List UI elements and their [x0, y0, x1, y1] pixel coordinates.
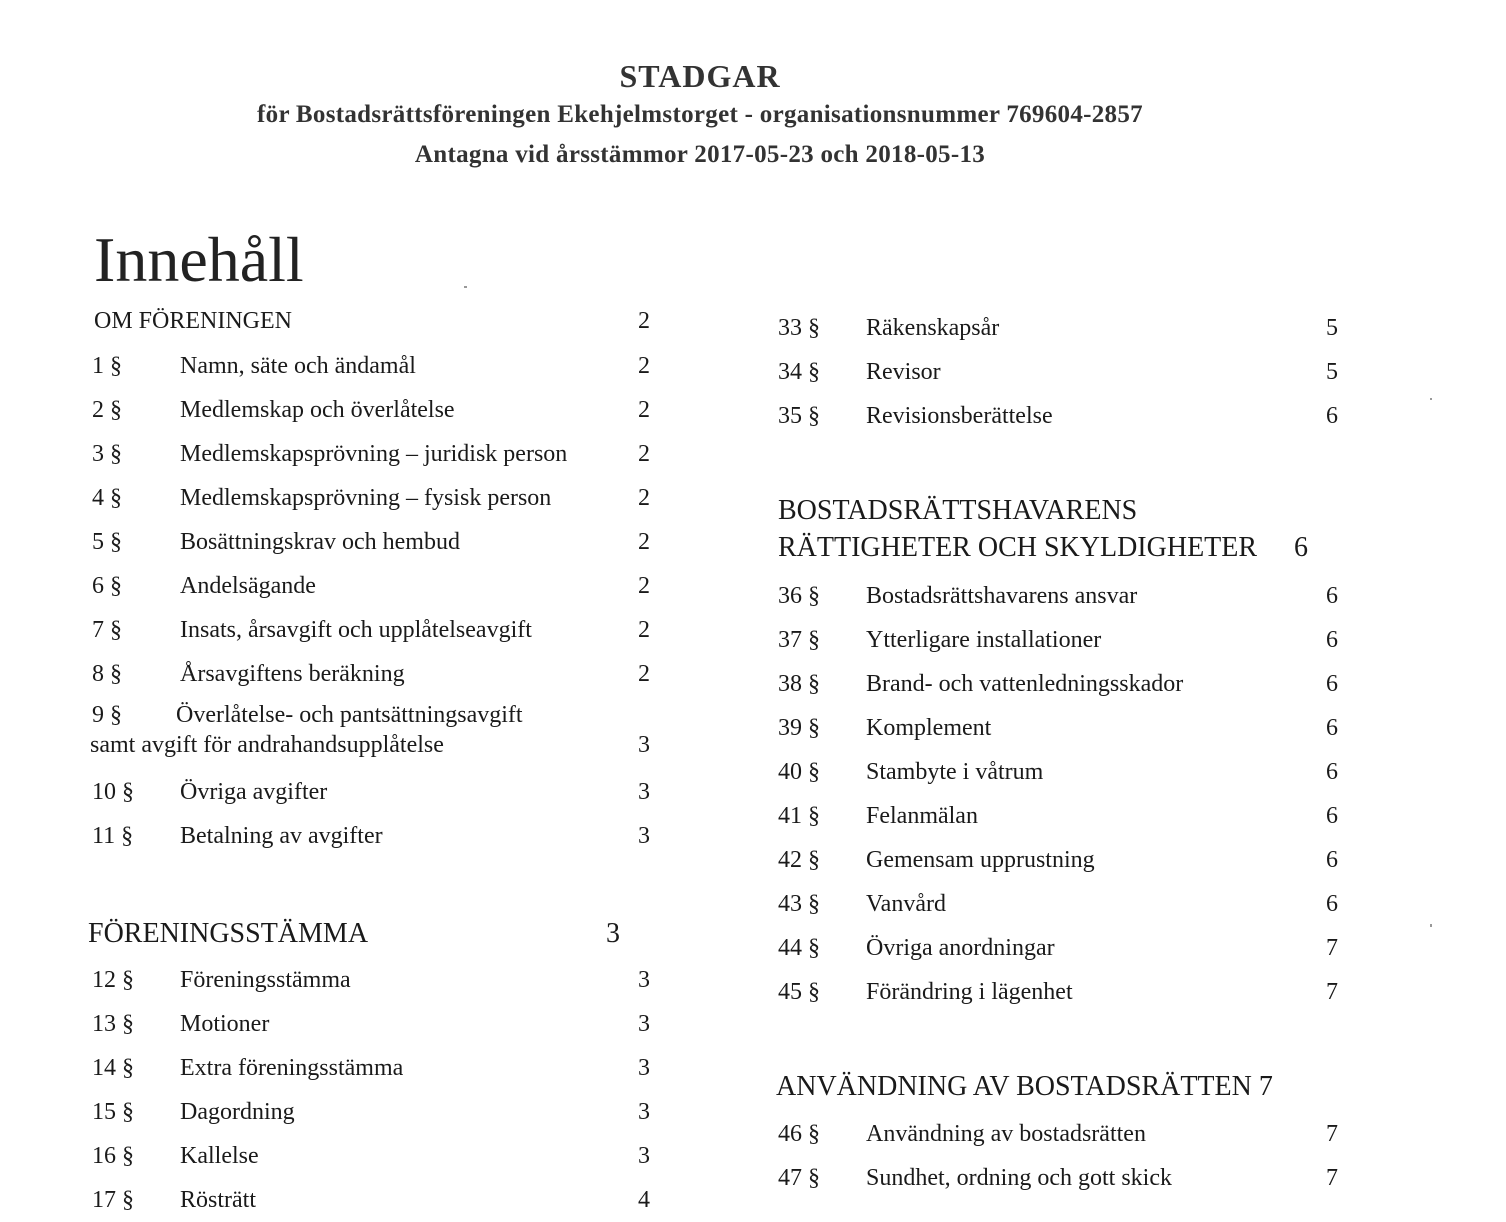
- toc-section-om-foreningen: [88, 298, 668, 344]
- toc-item: [88, 652, 668, 696]
- toc-items: [774, 306, 1354, 438]
- item-number: 33 §: [778, 315, 820, 341]
- item-page: 5: [1326, 359, 1338, 385]
- section-page: 2: [638, 308, 650, 334]
- item-page: 2: [638, 573, 650, 599]
- section-page: 3: [606, 918, 620, 949]
- item-page: 3: [638, 779, 650, 805]
- item-number: 5 §: [92, 529, 122, 555]
- item-number: 9 §: [92, 702, 122, 728]
- item-number: 34 §: [778, 359, 820, 385]
- item-label: Bostadsrättshavarens ansvar: [866, 583, 1138, 609]
- item-label: Räkenskapsår: [866, 315, 1000, 341]
- toc-section-foreningsstamma: [88, 910, 668, 958]
- item-label: Namn, säte och ändamål: [180, 353, 416, 379]
- item-number: 13 §: [92, 1011, 134, 1037]
- toc-item: [88, 1002, 668, 1046]
- item-label-line2: samt avgift för andrahandsupplåtelse: [90, 732, 444, 758]
- item-page: 4: [638, 1187, 650, 1213]
- toc-items: [774, 1112, 1354, 1200]
- toc-item-9: [88, 696, 668, 770]
- toc-item: [88, 1046, 668, 1090]
- item-number: 47 §: [778, 1165, 820, 1191]
- toc-item: [774, 838, 1354, 882]
- item-page: 7: [1326, 935, 1338, 961]
- item-label: Medlemskapsprövning – fysisk person: [180, 485, 552, 511]
- item-label: Sundhet, ordning och gott skick: [866, 1165, 1172, 1191]
- item-number: 44 §: [778, 935, 820, 961]
- section-label: ANVÄNDNING AV BOSTADSRÄTTEN 7: [776, 1071, 1273, 1102]
- item-number: 6 §: [92, 573, 122, 599]
- document-title: STADGAR: [619, 58, 781, 94]
- item-page: 3: [638, 1055, 650, 1081]
- toc-item: [774, 306, 1354, 350]
- toc-right-column: [774, 306, 1354, 1200]
- toc-item: [774, 926, 1354, 970]
- toc-item: [774, 750, 1354, 794]
- item-page: 3: [638, 823, 650, 849]
- item-number: 37 §: [778, 627, 820, 653]
- toc-item: [774, 1156, 1354, 1200]
- item-label: Årsavgiftens beräkning: [180, 661, 405, 687]
- item-label: Bosättningskrav och hembud: [180, 529, 460, 555]
- item-page: 3: [638, 1011, 650, 1037]
- toc-item: [88, 520, 668, 564]
- toc-item: [774, 350, 1354, 394]
- item-number: 43 §: [778, 891, 820, 917]
- toc-section-bostadsrattshavarens: [774, 486, 1354, 574]
- item-label: Andelsägande: [180, 573, 316, 599]
- toc-item: [88, 564, 668, 608]
- item-number: 10 §: [92, 779, 134, 805]
- toc-item: [774, 706, 1354, 750]
- item-page: 2: [638, 485, 650, 511]
- item-page: 3: [638, 1099, 650, 1125]
- item-number: 42 §: [778, 847, 820, 873]
- item-page: 6: [1326, 583, 1338, 609]
- toc-item: [774, 574, 1354, 618]
- section-label-line2: RÄTTIGHETER OCH SKYLDIGHETER: [778, 532, 1258, 563]
- item-page: 6: [1326, 847, 1338, 873]
- item-number: 16 §: [92, 1143, 134, 1169]
- scan-speck: [1430, 924, 1432, 927]
- item-page: 6: [1326, 671, 1338, 697]
- item-page: 2: [638, 441, 650, 467]
- item-number: 1 §: [92, 353, 122, 379]
- item-page: 6: [1326, 403, 1338, 429]
- item-number: 7 §: [92, 617, 122, 643]
- toc-item: [774, 394, 1354, 438]
- toc-item: [88, 1090, 668, 1134]
- toc-heading: Innehåll: [94, 224, 304, 295]
- item-label: Stambyte i våtrum: [866, 759, 1044, 785]
- item-number: 2 §: [92, 397, 122, 423]
- item-number: 40 §: [778, 759, 820, 785]
- item-number: 3 §: [92, 441, 122, 467]
- item-page: 6: [1326, 627, 1338, 653]
- item-page: 2: [638, 661, 650, 687]
- item-label: Övriga avgifter: [180, 779, 328, 805]
- toc-item: [774, 794, 1354, 838]
- item-page: 2: [638, 529, 650, 555]
- item-page: 7: [1326, 1121, 1338, 1147]
- toc-item: [88, 814, 668, 858]
- item-label: Vanvård: [866, 891, 946, 917]
- item-label: Brand- och vattenledningsskador: [866, 671, 1184, 697]
- item-page: 2: [638, 617, 650, 643]
- item-label: Motioner: [180, 1011, 270, 1037]
- toc-item: [774, 1112, 1354, 1156]
- scan-speck: [1430, 398, 1432, 400]
- item-page: 2: [638, 353, 650, 379]
- item-number: 46 §: [778, 1121, 820, 1147]
- item-label: Rösträtt: [180, 1187, 256, 1213]
- item-page: 2: [638, 397, 650, 423]
- item-number: 35 §: [778, 403, 820, 429]
- item-number: 41 §: [778, 803, 820, 829]
- toc-left-column: [88, 298, 668, 1222]
- item-label: Revisor: [866, 359, 941, 385]
- item-number: 39 §: [778, 715, 820, 741]
- item-number: 36 §: [778, 583, 820, 609]
- toc-item: [774, 662, 1354, 706]
- item-label: Användning av bostadsrätten: [866, 1121, 1146, 1147]
- toc-item: [88, 344, 668, 388]
- section-label: OM FÖRENINGEN: [94, 308, 292, 334]
- item-label: Dagordning: [180, 1099, 295, 1125]
- toc-item: [88, 770, 668, 814]
- document-subtitle: för Bostadsrättsföreningen Ekehjelmstorget - organisationsnummer 769604-2857: [257, 101, 1143, 128]
- item-label: Ytterligare installationer: [866, 627, 1102, 653]
- item-label: Extra föreningsstämma: [180, 1055, 404, 1081]
- item-label: Förändring i lägenhet: [866, 979, 1073, 1005]
- toc-section-anvandning: [774, 1062, 1354, 1112]
- item-page: 3: [638, 732, 650, 758]
- item-number: 15 §: [92, 1099, 134, 1125]
- toc-item: [774, 970, 1354, 1014]
- toc-item: [88, 432, 668, 476]
- item-label: Insats, årsavgift och upplåtelseavgift: [180, 617, 532, 643]
- item-number: 17 §: [92, 1187, 134, 1213]
- toc-item: [88, 608, 668, 652]
- item-label-line1: Överlåtelse- och pantsättningsavgift: [176, 702, 523, 728]
- item-number: 12 §: [92, 967, 134, 993]
- toc-items: [774, 574, 1354, 1014]
- item-number: 8 §: [92, 661, 122, 687]
- section-page: 6: [1294, 532, 1308, 563]
- toc-item: [88, 1178, 668, 1222]
- item-label: Medlemskap och överlåtelse: [180, 397, 455, 423]
- toc-item: [774, 618, 1354, 662]
- adoption-dates: Antagna vid årsstämmor 2017-05-23 och 2018-05-13: [414, 141, 986, 168]
- item-number: 11 §: [92, 823, 134, 849]
- toc-item: [88, 476, 668, 520]
- item-label: Föreningsstämma: [180, 967, 351, 993]
- item-number: 14 §: [92, 1055, 134, 1081]
- item-number: 45 §: [778, 979, 820, 1005]
- item-page: 7: [1326, 1165, 1338, 1191]
- item-label: Övriga anordningar: [866, 935, 1055, 961]
- item-page: 3: [638, 1143, 650, 1169]
- item-page: 6: [1326, 891, 1338, 917]
- toc-item: [88, 958, 668, 1002]
- item-label: Gemensam upprustning: [866, 847, 1095, 873]
- item-page: 3: [638, 967, 650, 993]
- document-header: [0, 56, 1400, 176]
- toc-item: [88, 388, 668, 432]
- item-number: 38 §: [778, 671, 820, 697]
- item-label: Betalning av avgifter: [180, 823, 383, 849]
- section-label-line1: BOSTADSRÄTTSHAVARENS: [778, 495, 1138, 526]
- item-label: Medlemskapsprövning – juridisk person: [180, 441, 568, 467]
- toc-item: [774, 882, 1354, 926]
- item-page: 6: [1326, 803, 1338, 829]
- item-page: 7: [1326, 979, 1338, 1005]
- toc-items: [88, 344, 668, 696]
- item-page: 6: [1326, 759, 1338, 785]
- toc-items: [88, 770, 668, 858]
- item-label: Felanmälan: [866, 803, 978, 829]
- toc-item: [88, 1134, 668, 1178]
- scan-speck: [464, 286, 467, 288]
- item-label: Revisionsberättelse: [866, 403, 1053, 429]
- item-page: 5: [1326, 315, 1338, 341]
- toc-items: [88, 958, 668, 1222]
- item-page: 6: [1326, 715, 1338, 741]
- item-label: Kallelse: [180, 1143, 259, 1169]
- section-label: FÖRENINGSSTÄMMA: [88, 918, 369, 949]
- item-label: Komplement: [866, 715, 992, 741]
- item-number: 4 §: [92, 485, 122, 511]
